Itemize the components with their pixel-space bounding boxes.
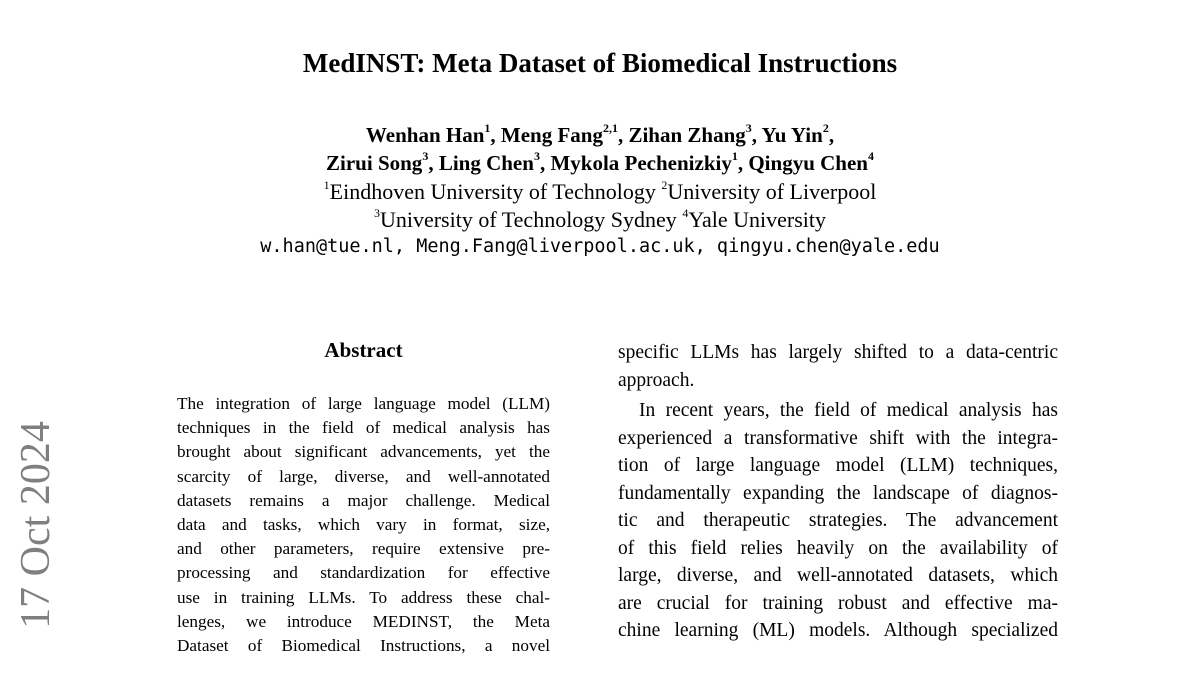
body-line: specific LLMs has largely shifted to a data-centric [618,342,1058,363]
affil-mark: 1 [323,177,330,192]
affil-mark: 4 [682,205,689,220]
body-line: approach. [618,369,695,391]
body-line: fundamentally expanding the landscape of diagnos- [618,482,1058,504]
abstract-line: The integration of large language model (LLM) [177,394,550,413]
affil-mark: 3 [373,205,380,220]
body-line: are crucial for training robust and effective ma- [618,592,1058,614]
author-affil-mark: 2 [822,121,829,135]
abstract-line: lenges, we introduce MEDINST, the Meta [177,611,550,631]
author-name: Zihan Zhang [628,123,746,147]
abstract-line: data and tasks, which vary in format, size, [177,514,550,534]
author-name: Yu Yin [761,123,823,147]
author-affil-mark: 3 [533,149,540,163]
author-affil-mark: 1 [731,149,738,163]
author-name: Zirui Song [326,151,423,175]
abstract-line: processing and standardization for effective [177,563,550,583]
affiliation-line-1 [0,178,1200,206]
body-line: tic and therapeutic strategies. The advancement [618,510,1058,531]
affiliations [0,178,1200,234]
author-name: Mykola Pechenizkiy [550,151,732,175]
author-name: Ling Chen [438,151,534,175]
abstract-line: Dataset of Biomedical Instructions, a novel [177,635,550,655]
body-line: large, diverse, and well-annotated datasets, which [618,565,1058,586]
author-affil-mark: 1 [484,121,491,135]
paper-title: MedINST: Meta Dataset of Biomedical Instructions [302,48,898,78]
abstract-line: use in training LLMs. To address these chal- [177,587,550,607]
abstract-line: scarcity of large, diverse, and well-annotated [177,466,550,486]
author-line-1: Wenhan Han$^1$, Meng Fang$^{2,1}$, Zihan Zhang$^3$, Yu Yin$^2$, [365,121,835,147]
abstract-heading: Abstract [324,338,403,362]
affiliation-name: Yale University [688,207,827,232]
affiliation-line-2 [0,206,1200,234]
author-affil-mark: 3 [745,121,752,135]
affiliation-name: Eindhoven University of Technology [329,179,656,204]
author-affil-mark: 3 [422,149,429,163]
abstract-text [177,392,550,658]
body-line: tion of large language model (LLM) techniques, [618,455,1058,476]
author-name: Meng Fang [500,123,603,147]
body-line: experienced a transformative shift with the integra- [618,427,1058,449]
author-affil-mark: 2,1 [602,121,618,135]
author-line-2: Zirui Song$^3$, Ling Chen$^3$, Mykola Pechenizkiy$^1$, Qingyu Chen$^4$ [326,149,874,175]
abstract-line: and other parameters, require extensive pre- [177,539,550,559]
author-name: Wenhan Han [365,123,485,147]
affil-mark: 2 [661,177,668,192]
author-list [0,121,1200,177]
abstract-line: techniques in the field of medical analysis has [177,418,550,438]
right-column-text [618,339,1058,645]
affiliation-name: University of Technology Sydney [379,207,677,232]
arxiv-date-stamp: 17 Oct 2024 [13,421,59,629]
abstract-line: brought about significant advancements, yet the [177,442,550,462]
body-line: In recent years, the field of medical analysis has [639,400,1058,421]
body-line: of this field relies heavily on the availability of [618,537,1058,559]
body-line: chine learning (ML) models. Although specialized [618,620,1058,641]
author-emails: w.han@tue.nl, Meng.Fang@liverpool.ac.uk, qingyu.chen@yale.edu [260,236,940,257]
author-affil-mark: 4 [867,149,874,163]
abstract-line: datasets remains a major challenge. Medical [177,490,550,510]
affiliation-name: University of Liverpool [667,179,877,204]
author-name: Qingyu Chen [748,151,868,175]
